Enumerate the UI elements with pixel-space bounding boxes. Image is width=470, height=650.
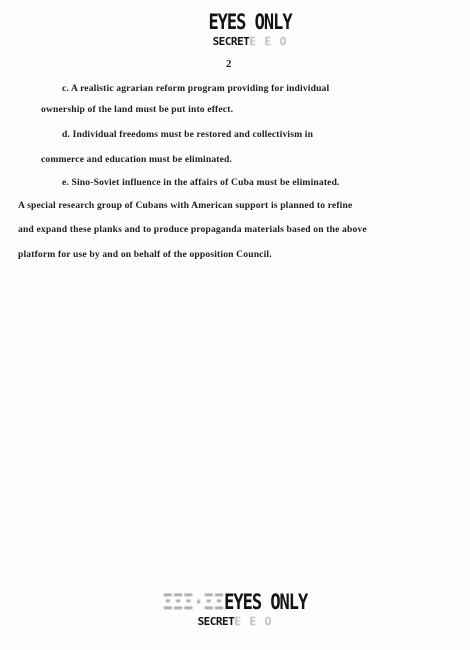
body-line: c. A realistic agrarian reform program providing for individual	[62, 83, 330, 94]
eyes-only-label: EYES ONLY	[208, 10, 292, 36]
body-line: and expand these planks and to produce propaganda materials based on the above	[18, 224, 367, 235]
classification-stamp-top	[185, 10, 315, 48]
stamp-ghost-text: Ε Ε Ο	[249, 35, 288, 48]
body-line: platform for use by and on behalf of the opposition Council.	[18, 249, 272, 260]
page-number: 2	[226, 58, 232, 70]
stamp-ghost-text: Ε Ε Ο	[234, 615, 273, 628]
body-line: ownership of the land must be put into effect.	[41, 104, 234, 115]
classification-stamp-bottom	[150, 590, 320, 628]
eyes-only-label: EYES ONLY	[224, 590, 308, 616]
secret-label: SECRET	[197, 615, 235, 628]
secret-label: SECRET	[212, 35, 250, 48]
body-line: commerce and education must be eliminated.	[41, 154, 233, 165]
body-line: d. Individual freedoms must be restored and collectivism in	[62, 129, 314, 140]
stamp-ghost-text: ΞΞΞ·ΞΞ	[162, 590, 225, 616]
body-line: e. Sino-Soviet influence in the affairs of Cuba must be eliminated.	[62, 177, 340, 188]
body-line: A special research group of Cubans with American support is planned to refine	[18, 200, 353, 211]
